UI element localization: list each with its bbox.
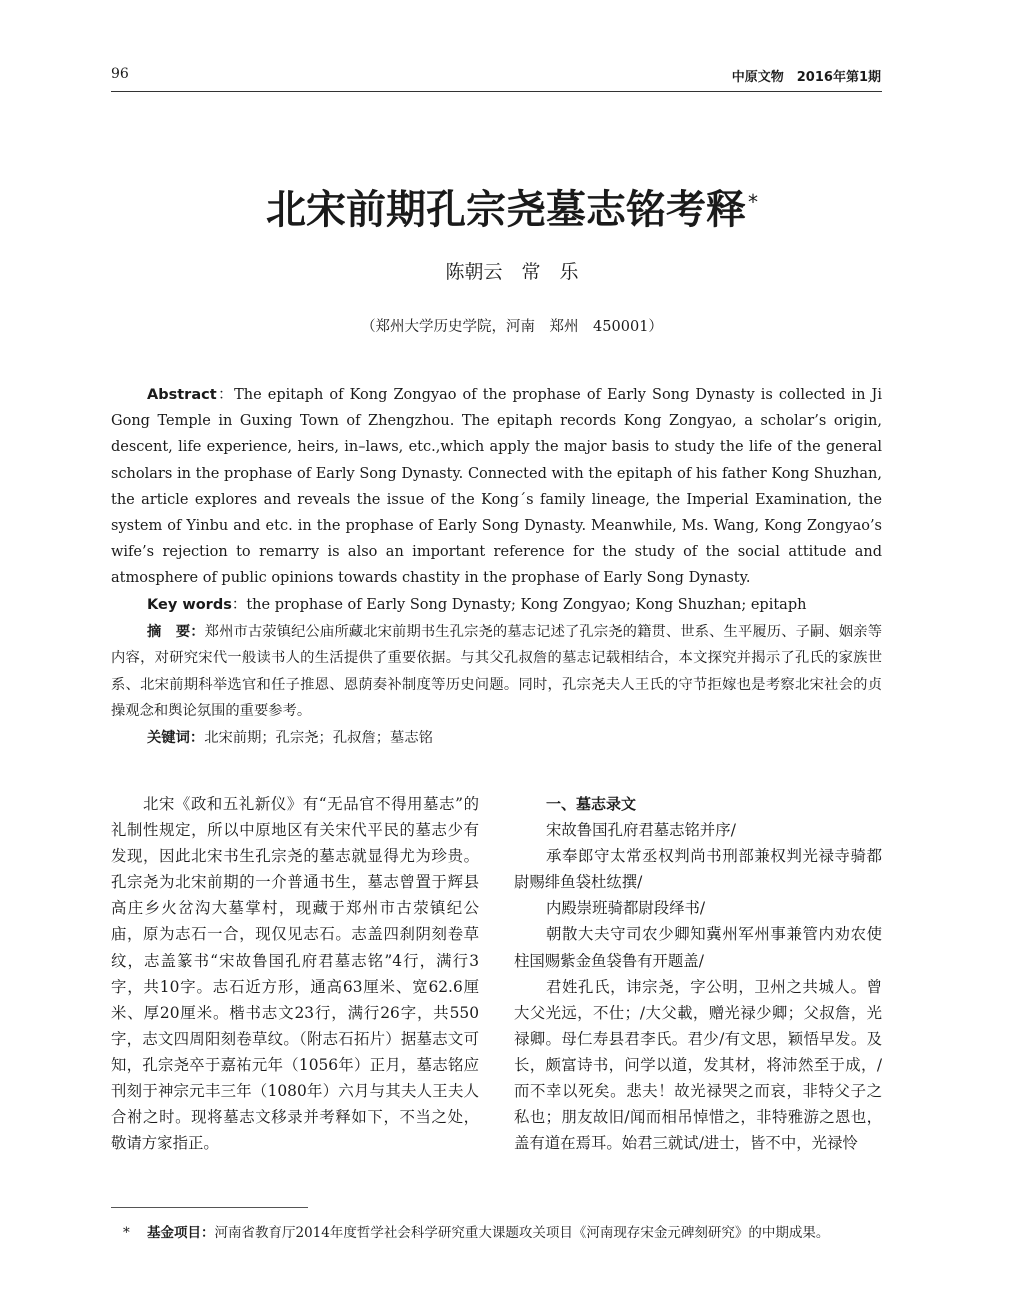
epitaph-paragraph: 朝散大夫守司农少卿知冀州军州事兼管内劝农使柱国赐紫金鱼袋鲁有开题盖/	[514, 925, 882, 970]
section-heading: 一、墓志录文	[546, 795, 637, 813]
chinese-abstract-block	[111, 619, 882, 751]
epitaph-paragraph: 承奉郎守太常丞权判尚书刑部兼权判光禄寺骑都尉赐绯鱼袋杜纮撰/	[514, 847, 882, 892]
footnote-body	[147, 1222, 882, 1245]
page-number: 96	[111, 66, 129, 82]
affiliation: （郑州大学历史学院，河南 郑州 450001）	[361, 319, 663, 335]
body-right-column	[514, 791, 882, 1156]
chinese-abstract	[111, 619, 882, 725]
footnote-label: 基金项目：	[147, 1225, 215, 1241]
footnote-mark: *	[123, 1225, 130, 1241]
english-abstract	[111, 382, 882, 592]
title-text: 北宋前期孔宗尧墓志铭考释	[266, 187, 746, 233]
epitaph-paragraph: 宋故鲁国孔府君墓志铭并序/	[546, 821, 736, 840]
keywords-label: Key words	[147, 596, 232, 613]
body-left-column	[111, 791, 479, 1156]
english-keywords	[111, 592, 882, 618]
english-abstract-block	[111, 382, 882, 618]
keywords-text: the prophase of Early Song Dynasty; Kong Zongyao; Kong Shuzhan; epitaph	[246, 596, 807, 613]
chinese-keywords	[111, 725, 882, 751]
cn-keywords-label: 关键词：	[147, 729, 205, 746]
footnote	[123, 1222, 882, 1245]
title-footnote-mark: *	[748, 189, 758, 214]
authors: 陈朝云 常 乐	[445, 261, 579, 283]
journal-issue: 中原文物 2016年第1期	[731, 70, 881, 85]
epitaph-paragraph: 内殿崇班骑都尉段绎书/	[546, 899, 706, 918]
abstract-label: Abstract	[147, 387, 217, 403]
abstract-text: The epitaph of Kong Zongyao of the prophase of Early Song Dynasty is collected in Ji Gong Temple in Guxing Town of Zhengzhou. The epitaph records Kong Zongyao, a scholar’s origin, descent, life experience, heirs, in–laws, etc.,which apply the major basis to study the life of the general scholars in the prophase of Early Song Dynasty. Connected with the epitaph of his father Kong Shuzhan, the article explores and reveals the issue of the Kong´s family lineage, the Imperial Examination, the system of Yinbu and etc. in the prophase of Early Song Dynasty. Meanwhile, Ms. Wang, Kong Zongyao’s wife’s rejection to remarry is also an important reference for the study of the social attitude and atmosphere of public opinions towards chastity in the prophase of Early Song Dynasty.	[111, 387, 882, 587]
abstract-sep: ：	[216, 387, 235, 403]
cn-abstract-text: 郑州市古荥镇纪公庙所藏北宋前期书生孔宗尧的墓志记述了孔宗尧的籍贯、世系、生平履历、子嗣、姻亲等内容，对研究宋代一般读书人的生活提供了重要依据。与其父孔叔詹的墓志记载相结合，本文探究并揭示了孔氏的家族世系、北宋前期科举选官和任子推恩、恩荫奏补制度等历史问题。同时，孔宗尧夫人王氏的守节拒嫁也是考察北宋社会的贞操观念和舆论氛围的重要参考。	[111, 624, 882, 720]
cn-keywords-text: 北宋前期；孔宗尧；孔叔詹；墓志铭	[204, 729, 433, 746]
intro-paragraph: 北宋《政和五礼新仪》有“无品官不得用墓志”的礼制性规定，所以中原地区有关宋代平民的墓志少有发现，因此北宋书生孔宗尧的墓志就显得尤为珍贵。孔宗尧为北宋前期的一介普通书生，墓志曾置于辉县高庄乡火岔沟大墓掌村，现藏于郑州市古荥镇纪公庙，原为志石一合，现仅见志石。志盖四刹阴刻卷草纹，志盖篆书“宋故鲁国孔府君墓志铭”4行，满行3字，共10字。志石近方形，通高63厘米、宽62.6厘米、厚20厘米。楷书志文23行，满行26字，共550字，志文四周阳刻卷草纹。（附志石拓片）据墓志文可知，孔宗尧卒于嘉祐元年（1056年）正月，墓志铭应刊刻于神宗元丰三年（1080年）六月与其夫人王夫人合祔之时。现将墓志文移录并考释如下，不当之处，敬请方家指正。	[111, 795, 479, 1153]
footnote-divider	[111, 1207, 308, 1208]
header-divider	[111, 91, 882, 92]
article-title	[0, 178, 1024, 235]
epitaph-paragraph: 君姓孔氏，讳宗尧，字公明，卫州之共城人。曾大父光远，不仕；/大父載，赠光禄少卿；父叔詹，光禄卿。母仁寿县君李氏。君少/有文思，颖悟早发。及长，颇富诗书，问学以道，发其材，将沛然至于成，/而不幸以死矣。悲夫！故光禄哭之而哀，非特父子之私也；朋友故旧/闻而相吊悼惜之，非特雅游之恩也，盖有道在焉耳。始君三就试/进士，皆不中，光禄怜	[514, 977, 882, 1153]
footnote-text: 河南省教育厅2014年度哲学社会科学研究重大课题攻关项目《河南现存宋金元碑刻研究》的中期成果。	[214, 1225, 830, 1241]
cn-abstract-label: 摘 要：	[147, 624, 205, 640]
keywords-sep: ：	[231, 596, 247, 613]
